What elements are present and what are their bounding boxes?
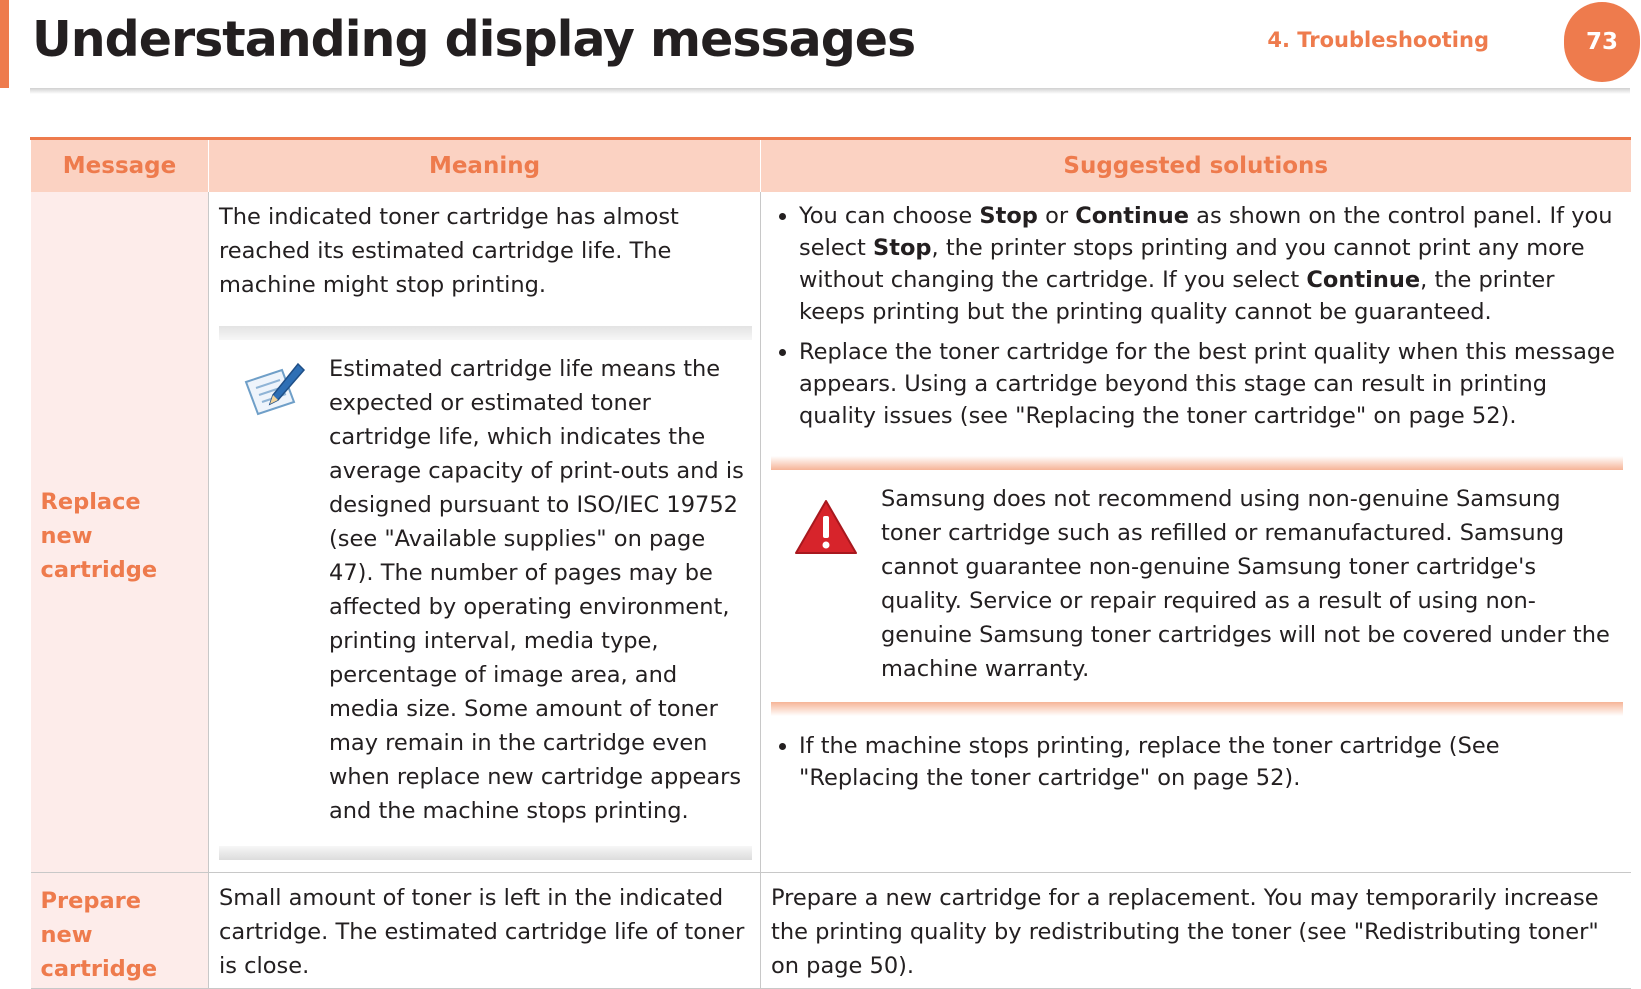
continue-keyword: Continue	[1306, 267, 1421, 293]
note-text: Estimated cartridge life means the expected or estimated toner cartridge life, which indicates the average capacity of print-outs and is designed pursuant to ISO/IEC 19752 (see "Available supplies" on page 47). The number of pages may be affected by operating environment, printing interval, media type, percentage of image area, and media size. Some amount of toner may remain in the cartridge even when replace new cartridge appears and the machine stops printing.	[329, 356, 744, 824]
message-cell: Prepare new cartridge	[31, 873, 209, 989]
list-item: • You can choose Stop or Continue as shown on the control panel. If you select Stop, the printer stops printing and you cannot print any more without changing the cartridge. If you select Continue, the printer keeps printing but the printing quality cannot be guaranteed.	[799, 200, 1623, 328]
solutions-list	[771, 200, 1623, 432]
column-header-meaning: Meaning	[209, 139, 761, 193]
note-box	[219, 326, 752, 860]
accent-bar	[0, 0, 9, 88]
page-title: Understanding display messages	[32, 11, 916, 68]
message-cell: Replace new cartridge	[31, 192, 209, 873]
messages-table	[30, 137, 1631, 989]
solutions-cell: Prepare a new cartridge for a replacement. You may temporarily increase the printing quality by redistributing the toner (see "Redistributing toner" on page 50).	[761, 873, 1631, 989]
meaning-cell	[209, 192, 761, 873]
page-number-badge: 73	[1564, 2, 1640, 82]
solutions-cell	[761, 192, 1631, 873]
warning-box	[771, 456, 1623, 716]
column-header-solutions: Suggested solutions	[761, 139, 1631, 193]
chapter-label: 4. Troubleshooting	[1267, 28, 1489, 52]
list-item: • Replace the toner cartridge for the best print quality when this message appears. Using a cartridge beyond this stage can result in printing quality issues (see "Replacing the toner cartridge" on page 52).	[799, 336, 1623, 432]
warning-triangle-icon	[771, 482, 881, 686]
continue-keyword: Continue	[1075, 203, 1190, 229]
stop-keyword: Stop	[873, 235, 932, 261]
header-rule	[30, 88, 1630, 94]
meaning-cell: Small amount of toner is left in the indicated cartridge. The estimated cartridge life of toner is close.	[209, 873, 761, 989]
meaning-text: The indicated toner cartridge has almost reached its estimated cartridge life. The machine might stop printing.	[219, 204, 679, 298]
warning-text: Samsung does not recommend using non-genuine Samsung toner cartridge such as refilled or remanufactured. Samsung cannot guarantee non-genuine Samsung toner cartridge's quality. Service or repair required as a result of using non-genuine Samsung toner cartridges will not be covered under the machine warranty.	[881, 486, 1610, 682]
solutions-list	[771, 730, 1623, 794]
stop-keyword: Stop	[979, 203, 1038, 229]
note-pencil-icon	[219, 352, 329, 828]
column-header-message: Message	[31, 139, 209, 193]
table-row	[31, 192, 1631, 873]
table-header-row	[31, 139, 1631, 193]
list-item: • If the machine stops printing, replace the toner cartridge (See "Replacing the toner cartridge" on page 52).	[799, 730, 1623, 794]
table-row	[31, 873, 1631, 989]
